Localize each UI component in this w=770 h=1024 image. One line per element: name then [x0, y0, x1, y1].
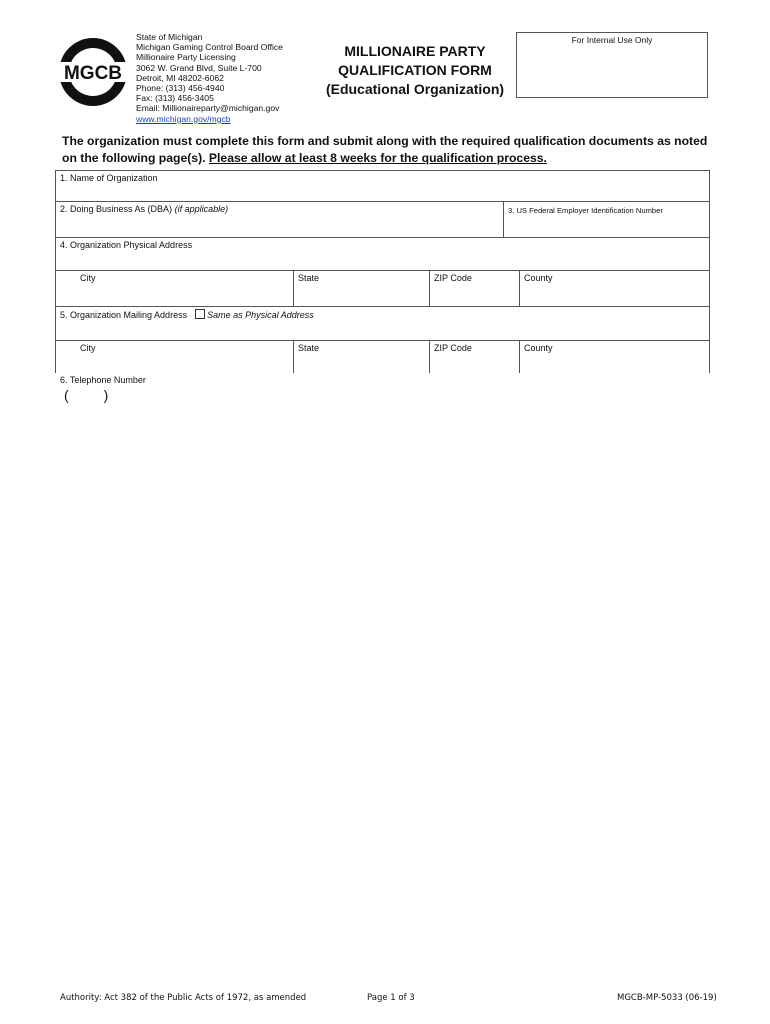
- title-line: QUALIFICATION FORM: [338, 62, 492, 78]
- mailing-address-field[interactable]: [55, 306, 710, 341]
- field-label: ZIP Code: [434, 343, 472, 353]
- page-number: Page 1 of 3: [367, 993, 415, 1003]
- address-line: Millionaire Party Licensing: [136, 52, 236, 63]
- physical-zip-field[interactable]: [429, 270, 520, 307]
- field-label: County: [524, 273, 553, 283]
- internal-use-box: [516, 32, 708, 98]
- svg-text:MGCB: MGCB: [63, 63, 123, 84]
- phone-line: Phone: (313) 456-4940: [136, 83, 225, 94]
- instructions-text: The organization must complete this form and submit along with the required qualification documents as noted on the following page(s).: [62, 134, 708, 165]
- internal-use-label: For Internal Use Only: [571, 35, 653, 45]
- telephone-label: 6. Telephone Number: [60, 375, 146, 385]
- physical-city-field[interactable]: [55, 270, 294, 307]
- mailing-county-field[interactable]: [519, 340, 710, 373]
- field-label: 1. Name of Organization: [60, 173, 158, 183]
- agency-address: [136, 32, 283, 124]
- field-label: City: [80, 343, 96, 353]
- form-id: MGCB-MP-5033 (06-19): [617, 993, 717, 1003]
- field-label: 2. Doing Business As (DBA): [60, 204, 173, 214]
- instructions-deadline: Please allow at least 8 weeks for the qualification process.: [208, 151, 547, 165]
- field-label: 5. Organization Mailing Address: [60, 310, 188, 320]
- address-line: 3062 W. Grand Blvd, Suite L-700: [136, 62, 262, 73]
- physical-state-field[interactable]: [293, 270, 430, 307]
- mailing-zip-field[interactable]: [429, 340, 520, 373]
- title-line: MILLIONAIRE PARTY: [344, 43, 486, 59]
- mgcb-logo: [57, 36, 129, 108]
- form-title: [290, 42, 540, 99]
- physical-county-field[interactable]: [519, 270, 710, 307]
- checkbox-label: Same as Physical Address: [207, 310, 314, 320]
- field-label: ZIP Code: [434, 273, 472, 283]
- address-line: Michigan Gaming Control Board Office: [136, 42, 283, 53]
- title-subtitle: (Educational Organization): [325, 81, 505, 97]
- telephone-field[interactable]: ( ): [64, 387, 109, 403]
- field-label: 4. Organization Physical Address: [60, 240, 193, 250]
- org-name-field[interactable]: [55, 170, 710, 202]
- email-line: Email: Millionaireparty@michigan.gov: [136, 103, 280, 114]
- field-note: (if applicable): [174, 204, 229, 214]
- fax-line: Fax: (313) 456-3405: [136, 93, 214, 104]
- same-as-physical-checkbox[interactable]: [195, 309, 205, 319]
- website-link[interactable]: www.michigan.gov/mgcb: [136, 113, 231, 124]
- footer-authority: Authority: Act 382 of the Public Acts of 1972, as amended: [60, 993, 307, 1003]
- mailing-state-field[interactable]: [293, 340, 430, 373]
- field-label: State: [298, 273, 320, 283]
- field-label: County: [524, 343, 553, 353]
- field-label: 3. US Federal Employer Identification Number: [508, 206, 663, 215]
- field-label: State: [298, 343, 320, 353]
- dba-field[interactable]: [55, 201, 504, 238]
- instructions: [62, 133, 722, 167]
- address-line: Detroit, MI 48202-6062: [136, 72, 224, 83]
- mailing-city-field[interactable]: [55, 340, 294, 373]
- field-label: City: [80, 273, 96, 283]
- fein-field[interactable]: [503, 201, 710, 238]
- physical-address-field[interactable]: [55, 237, 710, 271]
- address-line: State of Michigan: [136, 32, 203, 42]
